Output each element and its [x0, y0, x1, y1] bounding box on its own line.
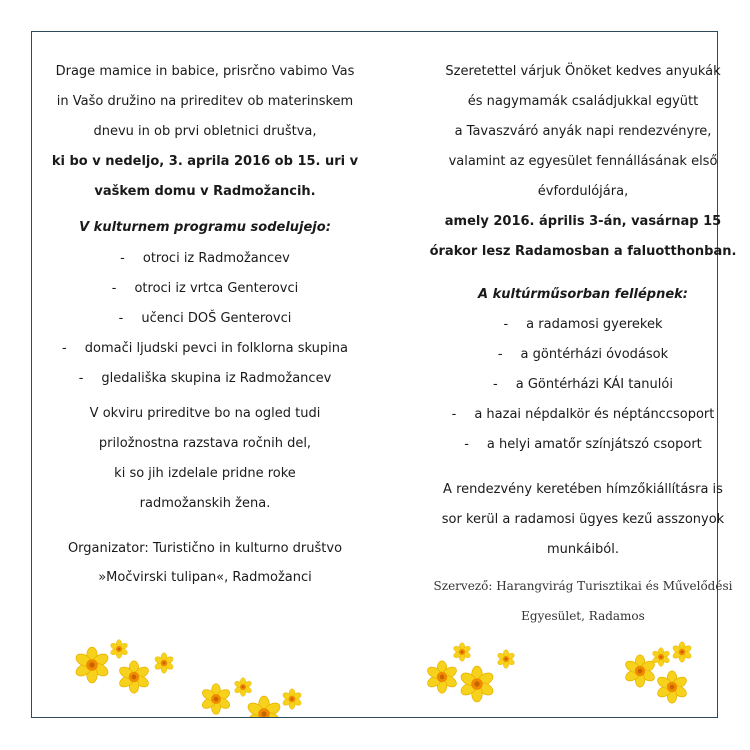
left-event-1: ki bo v nedeljo, 3. aprila 2016 ob 15. uri v	[51, 154, 359, 169]
left-program-item: - učenci DOŠ Genterovci	[118, 311, 292, 326]
daffodil-icon	[453, 643, 472, 662]
daffodil-icon	[118, 661, 151, 693]
right-organizer-1: Szervező: Harangvirág Turisztikai és Művelődési	[433, 579, 733, 593]
left-intro-2: in Vašo družino na prireditev ob materinskem	[56, 94, 354, 109]
left-organizer-2: »Močvirski tulipan«, Radmožanci	[98, 570, 312, 585]
right-program-heading: A kultúrműsorban fellépnek:	[478, 287, 688, 302]
left-program-item: - gledališka skupina iz Radmožancev	[78, 371, 332, 386]
left-exhibition-4: radmožanskih žena.	[139, 496, 271, 511]
left-intro-3: dnevu in ob prvi obletnici društva,	[93, 124, 317, 139]
left-organizer-1: Organizator: Turistično in kulturno društvo	[67, 541, 343, 556]
right-program-item: - a helyi amatőr színjátszó csoport	[464, 437, 702, 452]
right-intro-5: évfordulójára,	[537, 184, 629, 199]
right-program-item: - a radamosi gyerekek	[503, 317, 663, 332]
left-program-item: - otroci iz vrtca Genterovci	[111, 281, 299, 296]
daffodil-icon	[656, 671, 689, 703]
daffodil-decoration	[32, 607, 717, 717]
left-event-2: vaškem domu v Radmožancih.	[94, 184, 316, 199]
daffodil-icon	[246, 696, 282, 717]
right-exhibition-2: sor kerül a radamosi ügyes kezű asszonyok	[441, 512, 725, 527]
daffodil-icon	[426, 661, 459, 693]
daffodil-icon	[672, 642, 693, 662]
left-exhibition-3: ki so jih izdelale pridne roke	[114, 466, 296, 481]
right-organizer-2: Egyesület, Radamos	[521, 609, 645, 623]
right-intro-2: és nagymamák családjukkal együtt	[467, 94, 699, 109]
daffodil-icon	[282, 689, 303, 709]
left-intro-1: Drage mamice in babice, prisrčno vabimo Vas	[55, 64, 355, 79]
left-program-item: - domači ljudski pevci in folklorna skupina	[62, 341, 348, 356]
daffodil-icon	[110, 640, 129, 659]
left-program-heading: V kulturnem programu sodelujejo:	[79, 220, 331, 235]
right-event-1: amely 2016. április 3-án, vasárnap 15	[444, 214, 722, 229]
daffodil-icon	[624, 655, 657, 687]
right-event-2: órakor lesz Radamosban a faluotthonban.	[429, 244, 737, 259]
right-exhibition-3: munkáiból.	[547, 542, 619, 557]
right-intro-1: Szeretettel várjuk Önöket kedves anyukák	[445, 64, 721, 79]
right-intro-4: valamint az egyesület fennállásának első	[448, 154, 718, 169]
daffodil-icon	[154, 653, 175, 673]
right-program-item: - a Göntérházi KÁI tanulói	[493, 377, 673, 392]
invitation-card	[31, 31, 737, 718]
left-exhibition-1: V okviru prireditve bo na ogled tudi	[89, 406, 321, 421]
daffodil-icon	[459, 666, 495, 702]
right-intro-3: a Tavaszváró anyák napi rendezvényre,	[454, 124, 712, 139]
left-exhibition-2: priložnostna razstava ročnih del,	[98, 436, 312, 451]
right-exhibition-1: A rendezvény keretében hímzőkiállításra is	[443, 482, 723, 497]
left-program-item: - otroci iz Radmožancev	[120, 251, 290, 266]
right-program-item: - a hazai népdalkör és néptánccsoport	[451, 407, 715, 422]
right-program-item: - a göntérházi óvodások	[497, 347, 669, 362]
daffodil-icon	[74, 647, 110, 683]
daffodil-icon	[497, 650, 516, 669]
daffodil-icon	[200, 684, 231, 715]
daffodil-icon	[234, 678, 253, 697]
